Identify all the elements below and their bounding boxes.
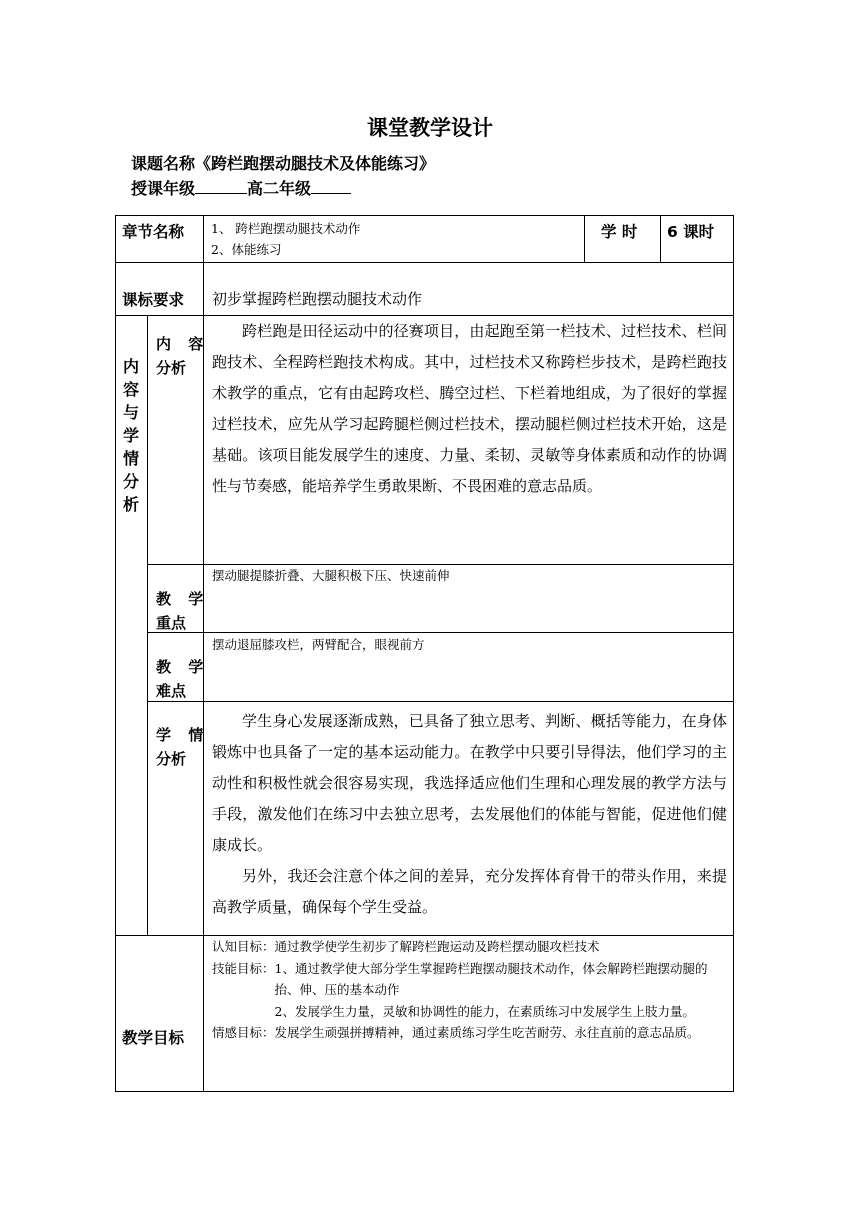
standard-text: 初步掌握跨栏跑摆动腿技术动作	[212, 290, 423, 308]
student-analysis-text	[212, 706, 727, 923]
chapter-item-1: 1、 跨栏跑摆动腿技术动作	[211, 221, 361, 236]
difficulties-label-line1: 教 学	[156, 658, 210, 676]
hours-value: 6 课时	[667, 223, 715, 241]
row-divider-content	[147, 564, 734, 565]
col-divider-label	[203, 215, 204, 315]
chapter-label: 章节名称	[122, 223, 185, 241]
goal-cognitive	[212, 936, 729, 958]
goal-skill-items	[275, 958, 729, 1023]
content-analysis-label-line1: 内 容	[156, 335, 210, 353]
col-divider-hours-value	[660, 215, 661, 262]
grade-blank-before	[195, 177, 247, 194]
standard-label: 课标要求	[122, 291, 185, 309]
topic-line	[131, 151, 435, 174]
grade-label: 授课年级	[131, 179, 196, 198]
key-points-text: 摆动腿提膝折叠、大腿积极下压、快速前伸	[212, 568, 450, 583]
key-points-label	[156, 587, 209, 635]
student-analysis-label-line1: 学 情	[156, 726, 210, 744]
student-analysis-para-1: 学生身心发展逐渐成熟，已具备了独立思考、判断、概括等能力，在身体锻炼中也具备了一定的基本运动能力。在教学中只要引导得法，他们学习的主动性和积极性就会很容易实现，我选择适应他们生理和心理发展的教学方法与手段，激发他们在练习中去独立思考，去发展他们的体能与智能，促进他们健康成长。	[212, 712, 727, 854]
key-points-label-line2: 重点	[156, 614, 187, 632]
goal-skill	[212, 958, 729, 1023]
chapter-item-2: 2、体能练习	[211, 242, 282, 257]
col-divider-side	[147, 315, 148, 935]
col-divider-hours-label	[584, 215, 585, 262]
difficulties-label	[156, 655, 209, 703]
difficulties-label-line2: 难点	[156, 682, 187, 700]
analysis-side-label: 内容与学情分析	[122, 357, 139, 514]
goal-skill-item-2: 2、发展学生力量，灵敏和协调性的能力，在素质练习中发展学生上肢力量。	[274, 1003, 695, 1019]
hours-label: 学 时	[601, 223, 638, 241]
goal-cognitive-prefix: 认知目标：	[212, 939, 275, 954]
goals-label: 教学目标	[122, 1029, 185, 1047]
table-border-left	[115, 215, 116, 1092]
content-analysis-label	[156, 332, 209, 380]
goal-emotion-text: 发展学生顽强拼搏精神，通过素质练习学生吃苦耐劳、永往直前的意志品质。	[274, 1025, 700, 1040]
table-border-bottom	[115, 1091, 734, 1092]
topic-label: 课题名称	[131, 154, 196, 173]
goal-skill-prefix: 技能目标：	[212, 960, 275, 976]
goal-skill-item-1: 1、通过教学使大部分学生掌握跨栏跑摆动腿技术动作，体会解跨栏跑摆动腿的抬、伸、压的基本动作	[274, 960, 708, 997]
grade-value: 高二年级	[247, 179, 312, 198]
lesson-plan-table	[115, 215, 734, 1092]
content-analysis-label-line2: 分析	[156, 359, 187, 377]
grade-blank-after	[311, 177, 351, 194]
goal-emotion	[212, 1022, 729, 1044]
table-border-right	[733, 215, 734, 1092]
student-analysis-label-line2: 分析	[156, 750, 187, 768]
row-divider-difficulties	[147, 701, 734, 702]
row-divider-chapter	[115, 262, 734, 263]
table-border-top	[115, 215, 734, 216]
page-title: 课堂教学设计	[367, 116, 493, 140]
student-analysis-para-2: 另外，我还会注意个体之间的差异，充分发挥体育骨干的带头作用，来提高教学质量，确保每个学生受益。	[212, 867, 727, 916]
content-analysis-text: 跨栏跑是田径运动中的径赛项目，由起跑至第一栏技术、过栏技术、栏间跑技术、全程跨栏跑技术构成。其中，过栏技术又称跨栏步技术，是跨栏跑技术教学的重点，它有由起跨攻栏、腾空过栏、下栏着地组成，为了很好的掌握过栏技术，应先从学习起跨腿栏侧过栏技术，摆动腿栏侧过栏技术开始，这是基础。该项目能发展学生的速度、力量、柔韧、灵敏等身体素质和动作的协调性与节奏感，能培养学生勇敢果断、不畏困难的意志品质。	[212, 322, 727, 495]
goal-cognitive-text: 通过教学使学生初步了解跨栏跑运动及跨栏摆动腿攻栏技术	[274, 939, 600, 954]
difficulties-text: 摆动退屈膝攻栏，两臂配合，眼视前方	[212, 637, 425, 652]
grade-line	[131, 176, 351, 199]
row-divider-keypoints	[147, 632, 734, 633]
goals-content	[212, 936, 729, 1044]
chapter-items	[211, 218, 360, 260]
col-divider-goals	[203, 935, 204, 1091]
topic-value: 《跨栏跑摆动腿技术及体能练习》	[195, 154, 436, 173]
key-points-label-line1: 教 学	[156, 590, 210, 608]
student-analysis-label	[156, 723, 209, 771]
goal-emotion-prefix: 情感目标：	[212, 1025, 275, 1040]
